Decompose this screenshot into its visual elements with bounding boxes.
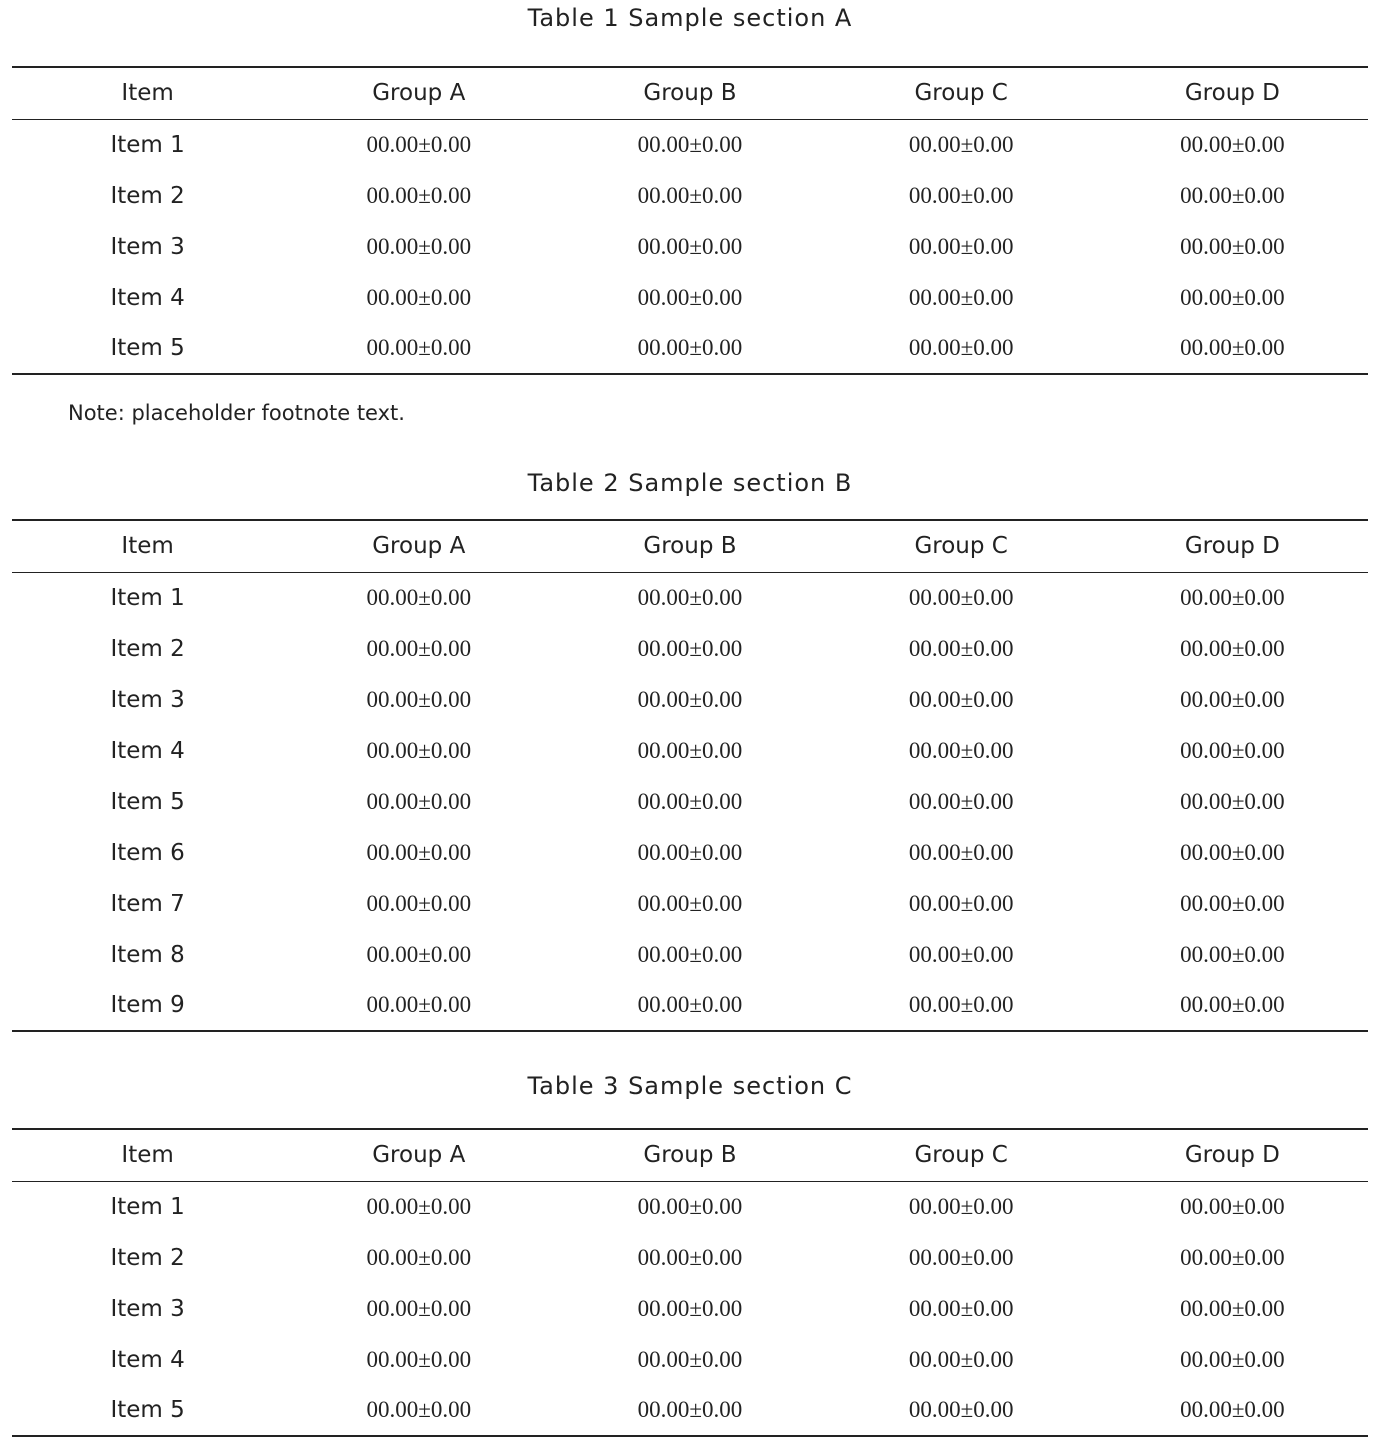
header-cell: Item xyxy=(121,80,174,107)
data-cell: 00.00±0.00 xyxy=(637,737,743,763)
data-cell: 00.00±0.00 xyxy=(1180,233,1285,259)
data-cell: 00.00±0.00 xyxy=(366,1193,472,1219)
data-cell: 00.00±0.00 xyxy=(908,890,1014,916)
data-cell: 00.00±0.00 xyxy=(366,839,472,865)
data-cell: 00.00±0.00 xyxy=(1180,686,1285,712)
table-row xyxy=(12,272,1368,323)
row-label: Item 7 xyxy=(110,890,185,917)
data-cell: 00.00±0.00 xyxy=(908,284,1014,310)
data-cell: 00.00±0.00 xyxy=(908,1193,1014,1219)
data-cell: 00.00±0.00 xyxy=(908,1346,1014,1372)
data-cell: 00.00±0.00 xyxy=(637,788,743,814)
data-cell: 00.00±0.00 xyxy=(366,992,472,1017)
table-row xyxy=(12,878,1368,929)
table-3 xyxy=(12,1128,1368,1437)
data-cell: 00.00±0.00 xyxy=(637,635,743,661)
row-label: Item 4 xyxy=(110,737,185,764)
data-cell: 00.00±0.00 xyxy=(908,584,1014,610)
row-label: Item 2 xyxy=(110,635,185,662)
data-cell: 00.00±0.00 xyxy=(637,890,743,916)
header-cell: Group C xyxy=(914,1142,1008,1169)
header-cell: Group D xyxy=(1184,533,1280,560)
table-row xyxy=(12,1181,1368,1232)
header-cell: Group C xyxy=(914,533,1008,560)
header-cell: Group B xyxy=(643,80,737,107)
data-cell: 00.00±0.00 xyxy=(637,1193,743,1219)
data-cell: 00.00±0.00 xyxy=(366,686,472,712)
data-cell: 00.00±0.00 xyxy=(908,737,1014,763)
data-cell: 00.00±0.00 xyxy=(366,890,472,916)
data-cell: 00.00±0.00 xyxy=(908,839,1014,865)
header-cell: Item xyxy=(121,1142,174,1169)
data-cell: 00.00±0.00 xyxy=(908,1295,1014,1321)
data-cell: 00.00±0.00 xyxy=(366,1397,472,1422)
data-cell: 00.00±0.00 xyxy=(1180,1193,1285,1219)
data-cell: 00.00±0.00 xyxy=(637,131,743,157)
data-cell: 00.00±0.00 xyxy=(908,788,1014,814)
data-cell: 00.00±0.00 xyxy=(908,686,1014,712)
data-cell: 00.00±0.00 xyxy=(366,284,472,310)
table-row xyxy=(12,1232,1368,1283)
header-cell: Group A xyxy=(372,1142,466,1169)
data-cell: 00.00±0.00 xyxy=(908,335,1014,360)
data-cell: 00.00±0.00 xyxy=(637,284,743,310)
row-label: Item 3 xyxy=(110,686,185,713)
table-1-title: Table 1 Sample section A xyxy=(527,4,853,32)
table-row xyxy=(12,1334,1368,1385)
row-label: Item 5 xyxy=(110,788,185,815)
table-row xyxy=(12,827,1368,878)
table-row xyxy=(12,929,1368,980)
row-label: Item 1 xyxy=(110,131,185,158)
data-cell: 00.00±0.00 xyxy=(1180,737,1285,763)
data-cell: 00.00±0.00 xyxy=(1180,890,1285,916)
data-cell: 00.00±0.00 xyxy=(366,233,472,259)
data-cell: 00.00±0.00 xyxy=(366,737,472,763)
row-label: Item 2 xyxy=(110,182,185,209)
header-cell: Group B xyxy=(643,533,737,560)
row-label: Item 9 xyxy=(110,992,185,1018)
data-cell: 00.00±0.00 xyxy=(1180,284,1285,310)
data-cell: 00.00±0.00 xyxy=(1180,839,1285,865)
data-cell: 00.00±0.00 xyxy=(637,584,743,610)
table-row xyxy=(12,980,1368,1031)
data-cell: 00.00±0.00 xyxy=(637,941,743,967)
data-cell: 00.00±0.00 xyxy=(366,335,472,360)
row-label: Item 3 xyxy=(110,233,185,260)
data-cell: 00.00±0.00 xyxy=(1180,584,1285,610)
table-2-title: Table 2 Sample section B xyxy=(527,469,853,497)
data-cell: 00.00±0.00 xyxy=(1180,131,1285,157)
row-label: Item 1 xyxy=(110,584,185,611)
data-cell: 00.00±0.00 xyxy=(908,131,1014,157)
header-cell: Group D xyxy=(1184,1142,1280,1169)
table-2 xyxy=(12,519,1368,1032)
data-cell: 00.00±0.00 xyxy=(1180,335,1285,360)
data-cell: 00.00±0.00 xyxy=(366,1295,472,1321)
data-cell: 00.00±0.00 xyxy=(637,839,743,865)
data-cell: 00.00±0.00 xyxy=(637,686,743,712)
data-cell: 00.00±0.00 xyxy=(366,182,472,208)
data-cell: 00.00±0.00 xyxy=(366,131,472,157)
table-row xyxy=(12,572,1368,623)
data-cell: 00.00±0.00 xyxy=(637,1295,743,1321)
row-label: Item 4 xyxy=(110,284,185,311)
data-cell: 00.00±0.00 xyxy=(908,1244,1014,1270)
data-cell: 00.00±0.00 xyxy=(1180,182,1285,208)
data-cell: 00.00±0.00 xyxy=(637,233,743,259)
data-cell: 00.00±0.00 xyxy=(637,182,743,208)
header-cell: Group A xyxy=(372,80,466,107)
header-cell: Item xyxy=(121,533,174,560)
data-cell: 00.00±0.00 xyxy=(1180,1295,1285,1321)
table-row xyxy=(12,725,1368,776)
data-cell: 00.00±0.00 xyxy=(637,992,743,1017)
data-cell: 00.00±0.00 xyxy=(637,1397,743,1422)
table-row xyxy=(12,119,1368,170)
table-1 xyxy=(12,66,1368,375)
row-label: Item 8 xyxy=(110,941,185,968)
table-footnote: Note: placeholder footnote text. xyxy=(68,401,405,425)
row-label: Item 3 xyxy=(110,1295,185,1322)
table-row xyxy=(12,323,1368,374)
data-cell: 00.00±0.00 xyxy=(366,941,472,967)
table-row xyxy=(12,221,1368,272)
data-cell: 00.00±0.00 xyxy=(637,335,743,360)
data-cell: 00.00±0.00 xyxy=(366,788,472,814)
table-row xyxy=(12,674,1368,725)
data-cell: 00.00±0.00 xyxy=(1180,941,1285,967)
row-label: Item 5 xyxy=(110,1397,185,1423)
table-row xyxy=(12,623,1368,674)
data-cell: 00.00±0.00 xyxy=(1180,992,1285,1017)
data-cell: 00.00±0.00 xyxy=(908,635,1014,661)
data-cell: 00.00±0.00 xyxy=(1180,1397,1285,1422)
table-header-row xyxy=(12,1129,1368,1181)
table-header-row xyxy=(12,520,1368,572)
data-cell: 00.00±0.00 xyxy=(908,182,1014,208)
table-header-row xyxy=(12,67,1368,119)
data-cell: 00.00±0.00 xyxy=(366,584,472,610)
data-cell: 00.00±0.00 xyxy=(1180,1244,1285,1270)
header-cell: Group B xyxy=(643,1142,737,1169)
header-cell: Group A xyxy=(372,533,466,560)
table-row xyxy=(12,1283,1368,1334)
data-cell: 00.00±0.00 xyxy=(637,1244,743,1270)
header-cell: Group C xyxy=(914,80,1008,107)
data-cell: 00.00±0.00 xyxy=(366,1346,472,1372)
table-row xyxy=(12,776,1368,827)
row-label: Item 4 xyxy=(110,1346,185,1373)
table-row xyxy=(12,1385,1368,1436)
data-cell: 00.00±0.00 xyxy=(637,1346,743,1372)
row-label: Item 2 xyxy=(110,1244,185,1271)
row-label: Item 5 xyxy=(110,335,185,361)
data-cell: 00.00±0.00 xyxy=(908,992,1014,1017)
row-label: Item 1 xyxy=(110,1193,185,1220)
table-row xyxy=(12,170,1368,221)
data-cell: 00.00±0.00 xyxy=(1180,635,1285,661)
data-cell: 00.00±0.00 xyxy=(908,233,1014,259)
data-cell: 00.00±0.00 xyxy=(1180,788,1285,814)
data-cell: 00.00±0.00 xyxy=(366,1244,472,1270)
data-cell: 00.00±0.00 xyxy=(908,1397,1014,1422)
row-label: Item 6 xyxy=(110,839,185,866)
data-cell: 00.00±0.00 xyxy=(908,941,1014,967)
data-cell: 00.00±0.00 xyxy=(366,635,472,661)
table-3-title: Table 3 Sample section C xyxy=(527,1072,853,1100)
header-cell: Group D xyxy=(1184,80,1280,107)
data-cell: 00.00±0.00 xyxy=(1180,1346,1285,1372)
